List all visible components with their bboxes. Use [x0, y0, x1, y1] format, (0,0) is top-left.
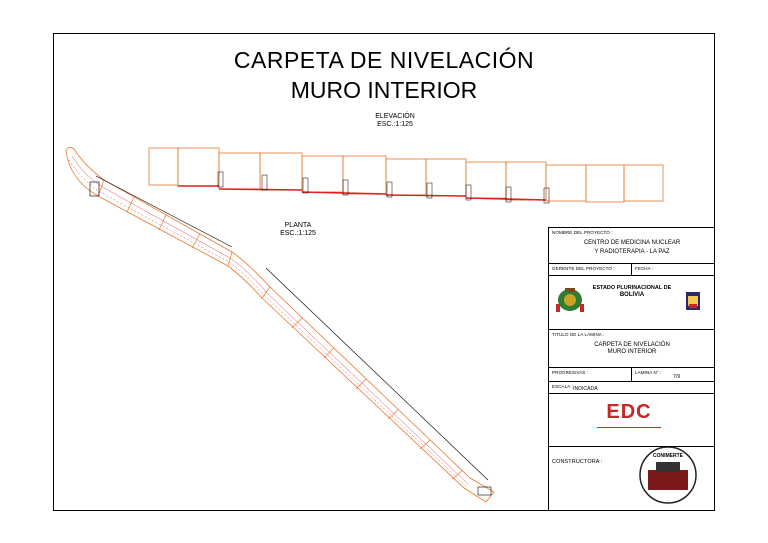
project-name-line2: Y RADIOTERAPIA - LA PAZ	[594, 249, 670, 255]
plan-label: PLANTA	[284, 222, 312, 229]
elevation-wall	[149, 148, 663, 202]
edc-logo	[589, 401, 669, 439]
elevation-base-line	[178, 186, 546, 200]
title-block	[548, 227, 715, 510]
scale-label: ESCALA :	[552, 384, 573, 389]
sheet-title-block-line2: MURO INTERIOR	[607, 349, 657, 355]
builder-logo-text: CONIMERTE	[653, 453, 683, 459]
sheet-title-line1: CARPETA DE NIVELACIÓN	[233, 47, 535, 73]
state-section	[549, 275, 715, 329]
sheet-title-section	[549, 329, 715, 367]
elevation-label: ELEVACIÓN	[375, 113, 415, 120]
edc-section	[549, 393, 715, 446]
scale-value: INDICADA	[573, 386, 598, 392]
sheet-title-block-line1: CARPETA DE NIVELACIÓN	[594, 342, 670, 348]
sheet-title-label: TITULO DE LA LAMINA :	[552, 332, 605, 337]
progressive-label: PROGRESIVAS :	[552, 370, 589, 375]
manager-label: GERENTE DEL PROYECTO :	[552, 266, 615, 271]
manager-row	[549, 263, 715, 275]
project-name-line1: CENTRO DE MEDICINA NUCLEAR	[583, 240, 681, 246]
edc-logo-underline	[597, 427, 661, 428]
builder-section	[549, 446, 715, 510]
sheet-title-line2: MURO INTERIOR	[290, 77, 478, 103]
elevation-scale: ESC.:1:125	[377, 121, 413, 128]
sheet-number-label: LAMINA N° :	[635, 370, 662, 375]
edc-logo-text: EDC	[606, 401, 652, 423]
state-line1: ESTADO PLURINACIONAL DE	[592, 285, 672, 291]
project-name-section	[549, 227, 715, 263]
project-name-label: NOMBRE DEL PROYECTO :	[552, 230, 613, 235]
progressive-divider	[631, 368, 632, 382]
date-label: FECHA :	[635, 266, 654, 271]
scale-row	[549, 381, 715, 393]
builder-label: CONSTRUCTORA :	[552, 459, 603, 465]
state-line2: BOLIVIA	[619, 292, 645, 298]
sheet-number: 7/9	[673, 374, 681, 380]
progressive-row	[549, 367, 715, 381]
plan-scale: ESC.:1:125	[280, 230, 316, 237]
plan-wall	[66, 147, 494, 502]
